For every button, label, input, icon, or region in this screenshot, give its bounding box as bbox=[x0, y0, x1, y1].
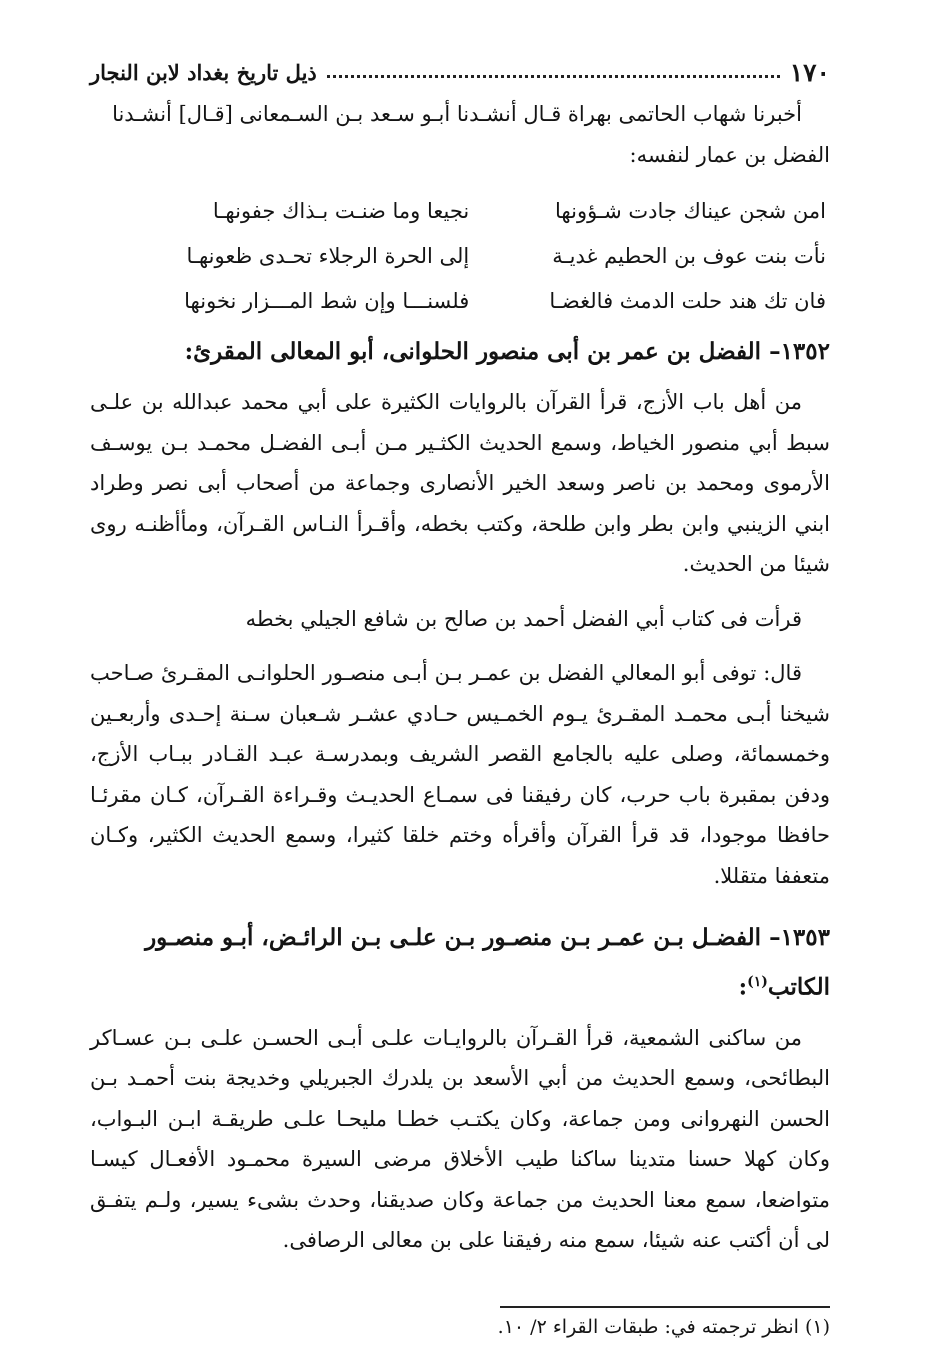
verse-first-hemistich: فان تك هند حلت الدمث فالغضـا bbox=[549, 289, 826, 313]
verse-first-hemistich: نأت بنت عوف بن الحطيم غديـة bbox=[552, 244, 826, 268]
verse-second-hemistich: فلسنـــا وإن شط المـــزار نخونها bbox=[184, 289, 470, 313]
page-number: ١٧٠ bbox=[789, 57, 830, 87]
entry-1352-paragraph-3: قال: توفى أبو المعالي الفضل بن عمـر بـن أبـى منصـور الحلوانـى المقـرئ صـاحب شيخنا أبـى محمـد المقـرئ يـوم الخمـيس حـادي عشـر شـعبان سـنة إحـدى وأربعـين وخمسمائة، وصلى عليه بالجامع القصر الشريف وبمدرسـة عبـد القـادر ببـاب الأزج، ودفن بمقبرة باب حرب، كان رفيقنا فى سمـاع الحديـث وقـراءة القـرآن، كـان مقرئـا حافظا موجودا، قد قرأ القرآن وأقرأه وختم خلقا كثيرا، وسمع الحديث الكثير، وكـان متعففا متقللا. bbox=[90, 661, 830, 888]
entry-1353-paragraph-1: من ساكنى الشمعية، قرأ القـرآن بالروايـات علـى أبـى الحسـن علـى بـن عسـاكر البطائحى، وسمع الحديث من أبي الأسعد بن يلدرك الجبريلي وخديجة بنت أحمـد بـن الحسن النهروانى ومن جماعة، وكان يكتـب خطـا مليحـا علـى طريقـة ابـن البـواب، وكان كهلا حسنا متدينا ساكنا طيب الأخلاق مرضى السيرة محمـود الأفعـال كيسـا متواضعا، سمع معنا الحديث من جماعة وكان صديقنا، وحدث بشىء يسير، ولـم يتفـق لى أن أكتب عنه شيئا، سمع منه رفيقنا على بن معالى الرصافى. bbox=[90, 1025, 830, 1253]
footnote-marker: (١) bbox=[747, 974, 768, 990]
poem-verse bbox=[90, 234, 830, 279]
entry-1352-paragraph-1: من أهل باب الأزج، قرأ القرآن بالروايات الكثيرة على أبي محمد عبدالله بن علـى سبط أبي منصور الخياط، وسمع الحديث الكثـير مـن أبـى الفضـل محمـد بـن يوسـف الأرموى ومحمد بن ناصر وسعد الخير الأنصارى وجماعة من أصحاب أبى نصر وطراد ابني الزينبي وابن بطر وابن طلحة، وكتب بخطه، وأقـرأ النـاس القـرآن، ومأأظنـه روى شيئا من الحديث. bbox=[90, 390, 830, 576]
footnote-separator bbox=[500, 1306, 830, 1308]
header-dotted-leader bbox=[327, 75, 780, 78]
footnote: (١) انظر ترجمته في: طبقات القراء ٢/ ١٠. bbox=[497, 1316, 830, 1338]
entry-1353-heading-text: ١٣٥٣– الفضـل بـن عمـر بـن منصـور بـن علـى بـن الرائـض، أبـو منصـور الكاتب bbox=[145, 924, 830, 1001]
verse-second-hemistich: نجيعا وما ضنـت بـذاك جفونهـا bbox=[212, 199, 470, 223]
poem bbox=[90, 189, 830, 324]
running-title: ذيل تاريخ بغداد لابن النجار bbox=[90, 59, 317, 85]
intro-line-1: أخبرنا شهاب الحاتمى بهراة قـال أنشـدنا أبـو سـعد بـن السـمعانى [قـال] أنشـدنا bbox=[112, 102, 802, 126]
poem-verse bbox=[90, 189, 830, 234]
heading-colon: : bbox=[738, 973, 748, 1001]
verse-second-hemistich: إلى الحرة الرجلاء تحـدى ظعونهـا bbox=[186, 244, 470, 268]
book-page bbox=[90, 50, 830, 1340]
running-header bbox=[90, 50, 830, 94]
intro-line-2: الفضل بن عمار لنفسه: bbox=[629, 142, 830, 167]
entry-1352-heading: ١٣٥٢– الفضل بن عمر بن أبى منصور الحلوانى، أبو المعالى المقرئ: bbox=[184, 338, 830, 365]
entry-1352-paragraph-2: قرأت فى كتاب أبي الفضل أحمد بن صالح بن شافع الجيلي بخطه bbox=[245, 606, 802, 631]
entry-1353-heading bbox=[90, 916, 830, 1010]
poem-verse bbox=[90, 279, 830, 324]
verse-first-hemistich: امن شجن عيناك جادت شـؤونها bbox=[555, 199, 826, 223]
